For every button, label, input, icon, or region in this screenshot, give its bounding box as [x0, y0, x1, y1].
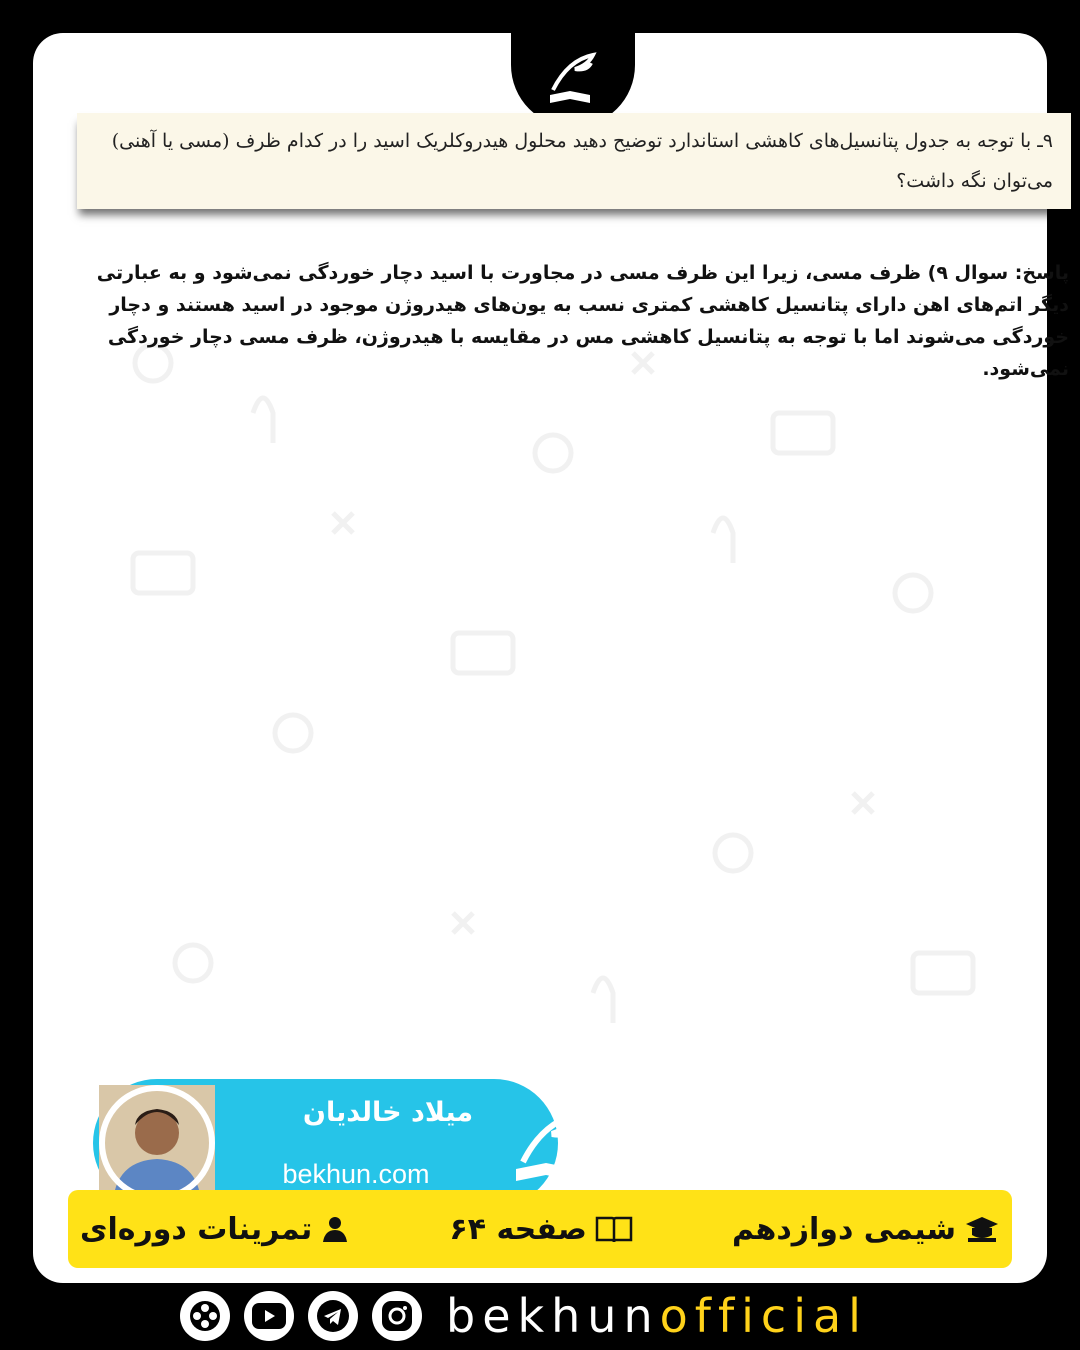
- author-website[interactable]: bekhun.com: [282, 1159, 430, 1189]
- instagram-icon[interactable]: [372, 1291, 422, 1341]
- book-icon: [595, 1214, 633, 1244]
- question-box: [77, 113, 1071, 209]
- author-name: میلاد خالدیان: [302, 1097, 474, 1128]
- bekhun-logo-icon: [498, 1097, 598, 1197]
- page-label: صفحه ۶۴: [449, 1212, 632, 1247]
- bekhun-logo-icon: [538, 45, 608, 115]
- youtube-icon[interactable]: [244, 1291, 294, 1341]
- teacher-icon: [320, 1214, 350, 1244]
- question-text: ۹ـ با توجه به جدول پتانسیل‌های کاهشی استاندارد توضیح دهید محلول هیدروکلریک اسید را در کدام ظرف (مسی یا آهنی) می‌توان نگه داشت؟: [111, 130, 1053, 192]
- brand-wordmark: [446, 1289, 868, 1343]
- section-label: تمرینات دوره‌ای: [80, 1212, 350, 1247]
- answer-text: پاسخ: سوال ۹) ظرف مسی، زیرا این ظرف مسی در مجاورت با اسید دچار خوردگی نمی‌شود و به عبارتی دیگر اتم‌های اهن دارای پتانسیل کاهشی کمتری نسب به یون‌های هیدروژن موجود در اسید هستند و دچار خوردگی می‌شوند اما با توجه به پتانسیل کاهشی مس در مقایسه با هیدروژن، ظرف مسی دچار خوردگی نمی‌شود.: [96, 262, 1069, 380]
- author-badge: [93, 1079, 558, 1207]
- telegram-icon[interactable]: [308, 1291, 358, 1341]
- brand-main: bekhun: [446, 1289, 660, 1343]
- subject-label: شیمی دوازدهم: [732, 1212, 1000, 1247]
- info-bar: [68, 1190, 1012, 1268]
- graduation-cap-icon: [964, 1214, 1000, 1244]
- footer: [180, 1286, 900, 1346]
- content-card: [33, 33, 1069, 1283]
- brand-accent: official: [659, 1289, 868, 1343]
- avatar: [99, 1085, 215, 1201]
- film-reel-icon[interactable]: [180, 1291, 230, 1341]
